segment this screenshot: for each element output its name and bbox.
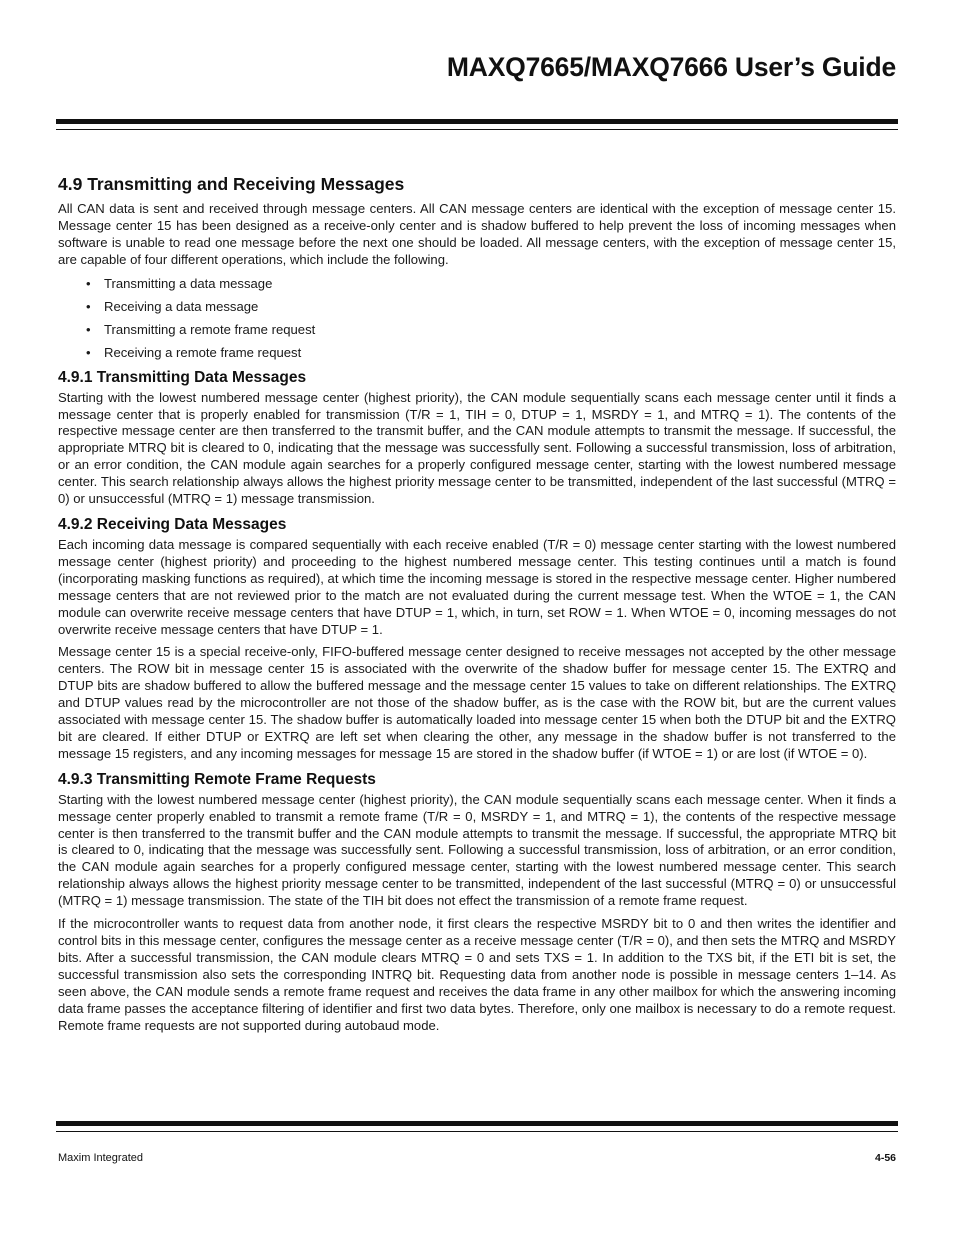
list-item xyxy=(58,298,896,315)
list-item-text: Receiving a remote frame request xyxy=(104,344,302,360)
list-item-text: Transmitting a data message xyxy=(104,275,273,291)
list-item-text: Receiving a data message xyxy=(104,298,259,314)
bullet-icon: • xyxy=(86,275,91,291)
footer-rule-thick xyxy=(56,1121,898,1126)
operations-list xyxy=(58,275,896,361)
document-title: MAXQ7665/MAXQ7666 User’s Guide xyxy=(446,52,896,82)
bullet-icon: • xyxy=(86,298,91,314)
subsection-heading-remote-frame: 4.9.3 Transmitting Remote Frame Requests xyxy=(58,770,376,788)
section-intro-paragraph: All CAN data is sent and received through message centers. All CAN message centers are identical with the exception of message center 15. Message center 15 has been designed as a receive-only center and is shadow buffered to help prevent the loss of incoming messages when software is unable to read one message before the next one should be loaded. All message centers, with the exception of message center 15, are capable of four different operations, which include the following. xyxy=(58,201,896,267)
transmitting-data-paragraph: Starting with the lowest numbered message center (highest priority), the CAN module sequentially scans each message center until it finds a message center that is properly enabled for transmission (T/R = 1, TIH = 0, DTUP = 1, MSRDY = 1, and MTRQ = 1). The contents of the respective message center are then transferred to the transmit buffer, and the CAN module attempts to transmit the message. If successful, the appropriate MTRQ bit is cleared to 0, indicating that the message was successfully sent. Following a successful transmission, loss of arbitration, or an error condition, the CAN module again searches for a properly configured message center, starting with the lowest numbered message center. This search relationship always allows the highest priority message center to be transmitted, independent of the last successful (MTRQ = 0) or unsuccessful (MTRQ = 1) message transmission. xyxy=(58,389,896,507)
section-heading: 4.9 Transmitting and Receiving Messages xyxy=(58,174,405,194)
bullet-icon: • xyxy=(86,344,91,360)
receiving-data-paragraph-1: Each incoming data message is compared sequentially with each receive enabled (T/R = 0) message center starting with the lowest numbered message center (highest priority) and proceeding to the highest numbered message center. This testing continues until a match is found (incorporating masking functions as required), at which time the incoming message is stored in the respective message center. Higher numbered message centers that are not reviewed prior to the match are not evaluated during the current message test. When the WTOE = 1, the CAN module can overwrite receive message centers that have DTUP = 1, which, in turn, set ROW = 1. When WTOE = 0, incoming messages do not overwrite receive message centers that have DTUP = 1. xyxy=(58,536,896,637)
receiving-data-paragraph-2: Message center 15 is a special receive-only, FIFO-buffered message center designed to receive messages not accepted by the other message centers. The ROW bit in message center 15 is associated with the overwrite of the shadow buffer for message center 15. The EXTRQ and DTUP bits are shadow buffered to allow the buffered message and the message center 15 values to take on different relationships. The EXTRQ and DTUP values read by the microcontroller are not those of the shadow buffer, as is the case with the ROW bit, but are the current values associated with message center 15. The shadow buffer is automatically loaded into message center 15 when both the DTUP bit and the EXTRQ bit are cleared. If either DTUP or EXTRQ are left set when clearing the other, any message in the shadow buffer is not transferred to the message 15 registers, and any incoming messages for message 15 are stored in the shadow buffer (if WTOE = 1) or are lost (if WTOE = 0). xyxy=(58,644,896,761)
header-rule-thin xyxy=(56,129,898,130)
list-item-text: Transmitting a remote frame request xyxy=(104,321,316,337)
page-number: 4-56 xyxy=(874,1152,896,1164)
subsection-heading-receiving-data: 4.9.2 Receiving Data Messages xyxy=(58,515,287,533)
footer-rule-thin xyxy=(56,1131,898,1132)
header-rule-thick xyxy=(56,119,898,124)
main-content xyxy=(58,174,896,1040)
subsection-heading-transmitting-data: 4.9.1 Transmitting Data Messages xyxy=(58,368,307,386)
list-item xyxy=(58,275,896,292)
remote-frame-paragraph-1: Starting with the lowest numbered message center (highest priority), the CAN module sequentially scans each message center. When it finds a message center properly enabled to transmit a remote frame (T/R = 0, MSRDY = 1, and MTRQ = 1), the contents of the respective message center is then transferred to the transmit buffer and the CAN module attempts to transmit the message. If successful, the appropriate MTRQ bit is cleared to 0, indicating that the message was successfully sent. Following a successful transmission, loss of arbitration, or an error condition, the CAN module again searches for a properly configured message center, starting with the lowest numbered message center. This search relationship always allows the highest priority message center to be transmitted, independent of the last successful (MTRQ = 0) or unsuccessful (MTRQ = 1) message transmission. The state of the TIH bit does not effect the transmission of a remote frame request. xyxy=(58,791,896,909)
bullet-icon: • xyxy=(86,321,91,337)
footer-company: Maxim Integrated xyxy=(58,1152,143,1164)
list-item xyxy=(58,344,896,361)
list-item xyxy=(58,321,896,338)
remote-frame-paragraph-2: If the microcontroller wants to request data from another node, it first clears the respective MSRDY bit to 0 and then writes the identifier and control bits in this message center, configures the message center as a receive message center (T/R = 0), and then sets the MTRQ and MSRDY bits. After a successful transmission, the CAN module clears MTRQ = 0 and sets TXS = 1. In addition to the TXS bit, if the ETI bit is set, the successful transmission also sets the corresponding INTRQ bit. Requesting data from another node is possible in message centers 1–14. As seen above, the CAN module sends a remote frame request and receives the data frame in any other mailbox for which the answering incoming data frame passes the acceptance filtering of identifier and first two data bytes. Therefore, only one mailbox is necessary to do a remote request. Remote frame requests are not supported during autobaud mode. xyxy=(58,916,896,1033)
